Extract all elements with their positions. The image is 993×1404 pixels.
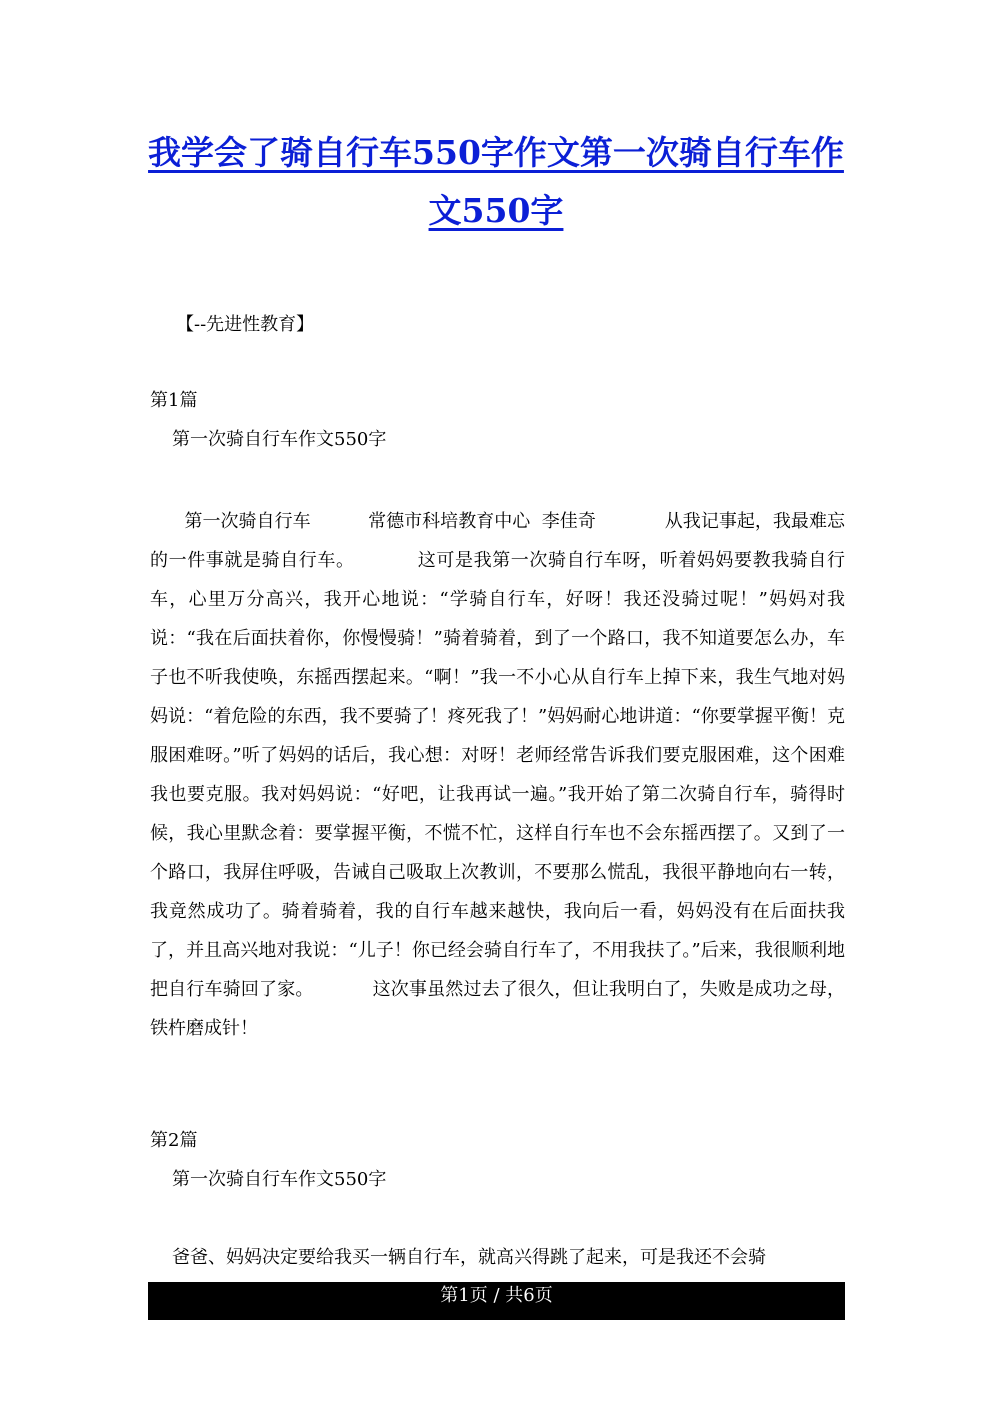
section1-body: 第一次骑自行车 常德市科培教育中心 李佳奇 从我记事起，我最难忘的一件事就是骑自行车。 这可是我第一次骑自行车呀，听着妈妈要教我骑自行车，心里万分高兴，我开心地说：“学骑自行车，好呀！我还没骑过呢！”妈妈对我说：“我在后面扶着你，你慢慢骑！”骑着骑着，到了一个路口，我不知道要怎么办，车子也不听我使唤，东摇西摆起来。“啊！”我一不小心从自行车上掉下来，我生气地对妈妈说：“着危险的东西，我不要骑了！疼死我了！”妈妈耐心地讲道：“你要掌握平衡！克服困难呀。”听了妈妈的话后，我心想：对呀！老师经常告诉我们要克服困难，这个困难我也要克服。我对妈妈说：“好吧，让我再试一遍。”我开始了第二次骑自行车，骑得时候，我心里默念着：要掌握平衡，不慌不忙，这样自行车也不会东摇西摆了。又到了一个路口，我屏住呼吸，告诫自己吸取上次教训，不要那么慌乱，我很平静地向右一转，我竟然成功了。骑着骑着，我的自行车越来越快，我向后一看，妈妈没有在后面扶我了，并且高兴地对我说：“儿子！你已经会骑自行车了，不用我扶了。”后来，我很顺利地把自行车骑回了家。 这次事虽然过去了很久，但让我明白了，失败是成功之母，铁杵磨成针！ xyxy=(150,511,845,1039)
document-title xyxy=(148,124,844,240)
document-title-text: 我学会了骑自行车550字作文第一次骑自行车作文550字 xyxy=(148,133,844,230)
source-tag: 【--先进性教育】 xyxy=(176,314,315,335)
section2-heading: 第2篇 xyxy=(150,1130,198,1151)
section1-heading: 第1篇 xyxy=(150,390,198,411)
section2-subtitle: 第一次骑自行车作文550字 xyxy=(172,1169,387,1190)
page-footer xyxy=(148,1282,845,1320)
section2-body-start: 爸爸、妈妈决定要给我买一辆自行车，就高兴得跳了起来，可是我还不会骑 xyxy=(172,1247,766,1268)
page-indicator: 第1页 / 共6页 xyxy=(440,1285,553,1306)
section1-subtitle: 第一次骑自行车作文550字 xyxy=(172,429,387,450)
